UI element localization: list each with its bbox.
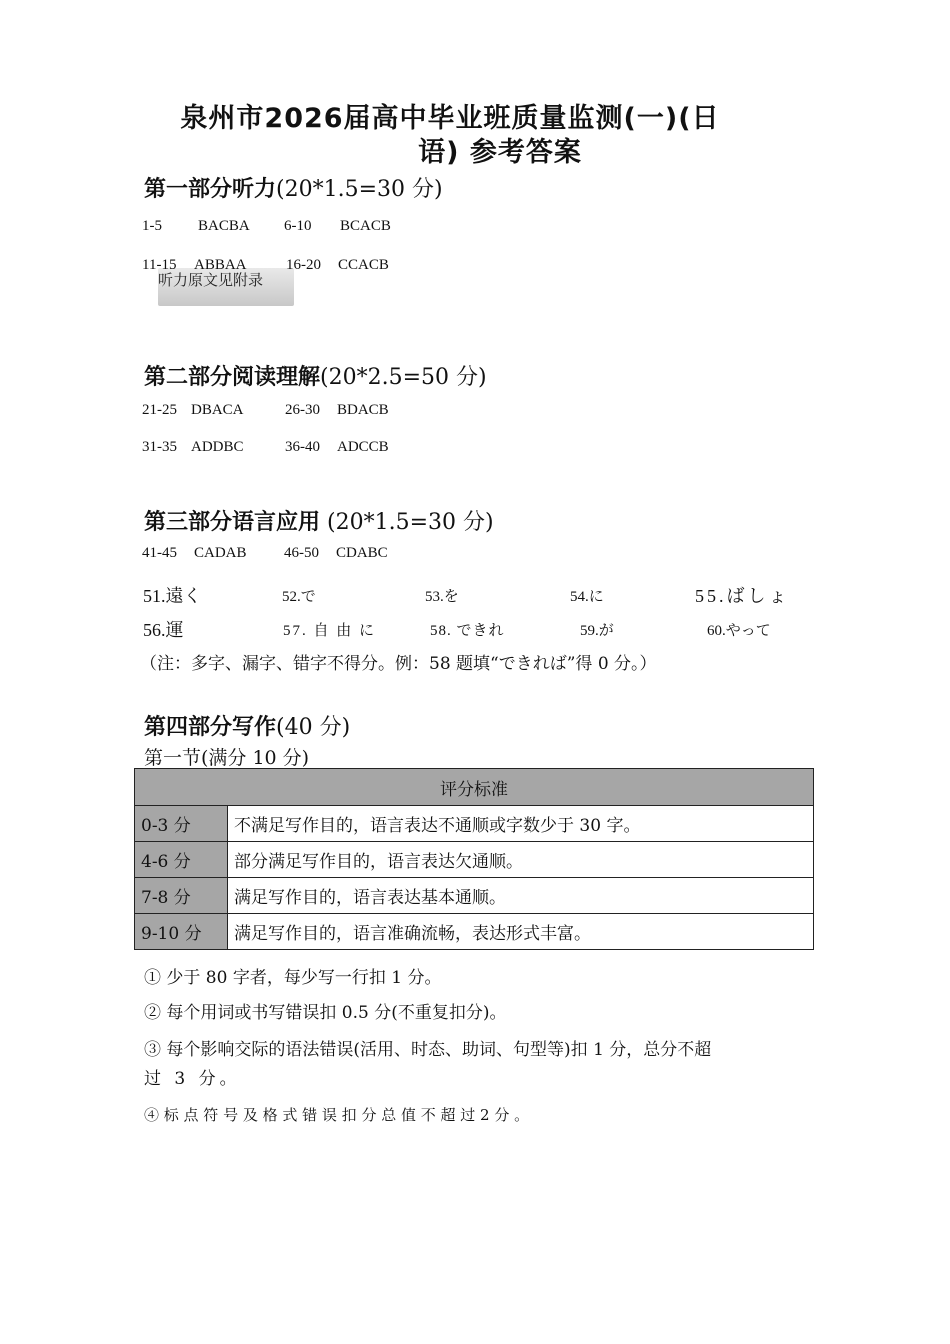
part1-answer-row-1: [142, 218, 391, 235]
deduction-rule-1: ① 少于 80 字者，每少写一行扣 1 分。: [144, 968, 442, 988]
fill-answer-55: 55.ばしょ: [695, 586, 790, 606]
part1-score: (20*1.5=30 分): [276, 177, 443, 202]
fill-answer-54: 54.に: [570, 589, 604, 605]
score-cell: 7-8 分: [135, 878, 228, 914]
answer-range: 6-10: [284, 218, 312, 234]
description-cell: 不满足写作目的，语言表达不通顺或字数少于 30 字。: [228, 806, 814, 842]
part3-heading-text: 第三部分语言应用: [144, 510, 321, 535]
answer-letters: ABBAA: [194, 257, 247, 273]
answer-range: 1-5: [142, 218, 162, 234]
fill-answer-59: 59.が: [580, 623, 614, 639]
deduction-rule-3: ③ 每个影响交际的语法错误(活用、时态、助词、句型等)扣 1 分，总分不超: [144, 1040, 712, 1060]
score-cell: 4-6 分: [135, 842, 228, 878]
table-header-row: [135, 769, 814, 806]
answer-letters: BDACB: [337, 402, 389, 418]
answer-letters: CADAB: [194, 545, 247, 561]
page-title-line1: 泉州市2026届高中毕业班质量监测(一)(日: [180, 103, 720, 134]
part2-heading-text: 第二部分阅读理解: [144, 365, 321, 390]
part3-answer-row: [142, 545, 388, 562]
table-header: 评分标准: [135, 769, 814, 806]
answer-letters: ADDBC: [191, 439, 244, 455]
fill-answer-52: 52.で: [282, 589, 316, 605]
answer-range: 31-35: [142, 439, 177, 455]
section-1-label: 第一节(满分 10 分): [144, 747, 310, 769]
table-row: [135, 842, 814, 878]
answer-letters: BCACB: [340, 218, 391, 234]
answer-range: 41-45: [142, 545, 177, 561]
part4-heading: [144, 710, 350, 741]
fill-answer-60: 60.やって: [707, 623, 771, 639]
answer-letters: ADCCB: [337, 439, 389, 455]
score-cell: 9-10 分: [135, 914, 228, 950]
description-cell: 部分满足写作目的，语言表达欠通顺。: [228, 842, 814, 878]
part4-score: (40 分): [276, 715, 351, 740]
fill-answer-53: 53.を: [425, 589, 459, 605]
answer-letters: DBACA: [191, 402, 244, 418]
score-cell: 0-3 分: [135, 806, 228, 842]
listening-note: 听力原文见附录: [158, 271, 264, 289]
answer-range: 46-50: [284, 545, 319, 561]
fill-answer-56: 56.運: [143, 620, 184, 640]
deduction-rule-3-cont: 过 3 分。: [144, 1069, 241, 1089]
fill-answer-51: 51.遠く: [143, 586, 202, 606]
answer-range: 36-40: [285, 439, 320, 455]
part2-score: (20*2.5=50 分): [320, 365, 487, 390]
part1-heading-text: 第一部分听力: [144, 177, 277, 202]
page-title-line2: 语) 参考答案: [418, 137, 582, 168]
description-cell: 满足写作目的，语言表达基本通顺。: [228, 878, 814, 914]
part1-heading: [144, 172, 443, 203]
fill-answer-58: 58. できれ: [430, 623, 505, 639]
answer-range: 26-30: [285, 402, 320, 418]
answer-letters: CDABC: [336, 545, 388, 561]
fill-answer-57: 57. 自 由 に: [283, 623, 377, 639]
part3-note: （注：多字、漏字、错字不得分。例：58 题填“できれば”得 0 分。）: [140, 654, 657, 674]
part2-answer-row-1: [142, 402, 389, 419]
answer-range: 16-20: [286, 257, 321, 273]
deduction-rule-2: ② 每个用词或书写错误扣 0.5 分(不重复扣分)。: [144, 1003, 507, 1023]
answer-letters: CCACB: [338, 257, 389, 273]
part2-heading: [144, 360, 487, 391]
table-row: [135, 806, 814, 842]
answer-range: 21-25: [142, 402, 177, 418]
part2-answer-row-2: [142, 439, 389, 456]
part3-score: (20*1.5=30 分): [320, 510, 494, 535]
deduction-rule-4: ④ 标 点 符 号 及 格 式 错 误 扣 分 总 值 不 超 过 2 分 。: [144, 1106, 530, 1124]
part4-heading-text: 第四部分写作: [144, 715, 277, 740]
part3-heading: [144, 505, 494, 536]
description-cell: 满足写作目的，语言准确流畅，表达形式丰富。: [228, 914, 814, 950]
answer-letters: BACBA: [198, 218, 250, 234]
answer-range: 11-15: [142, 257, 177, 273]
scoring-rubric-table: [134, 768, 814, 950]
table-row: [135, 914, 814, 950]
table-row: [135, 878, 814, 914]
